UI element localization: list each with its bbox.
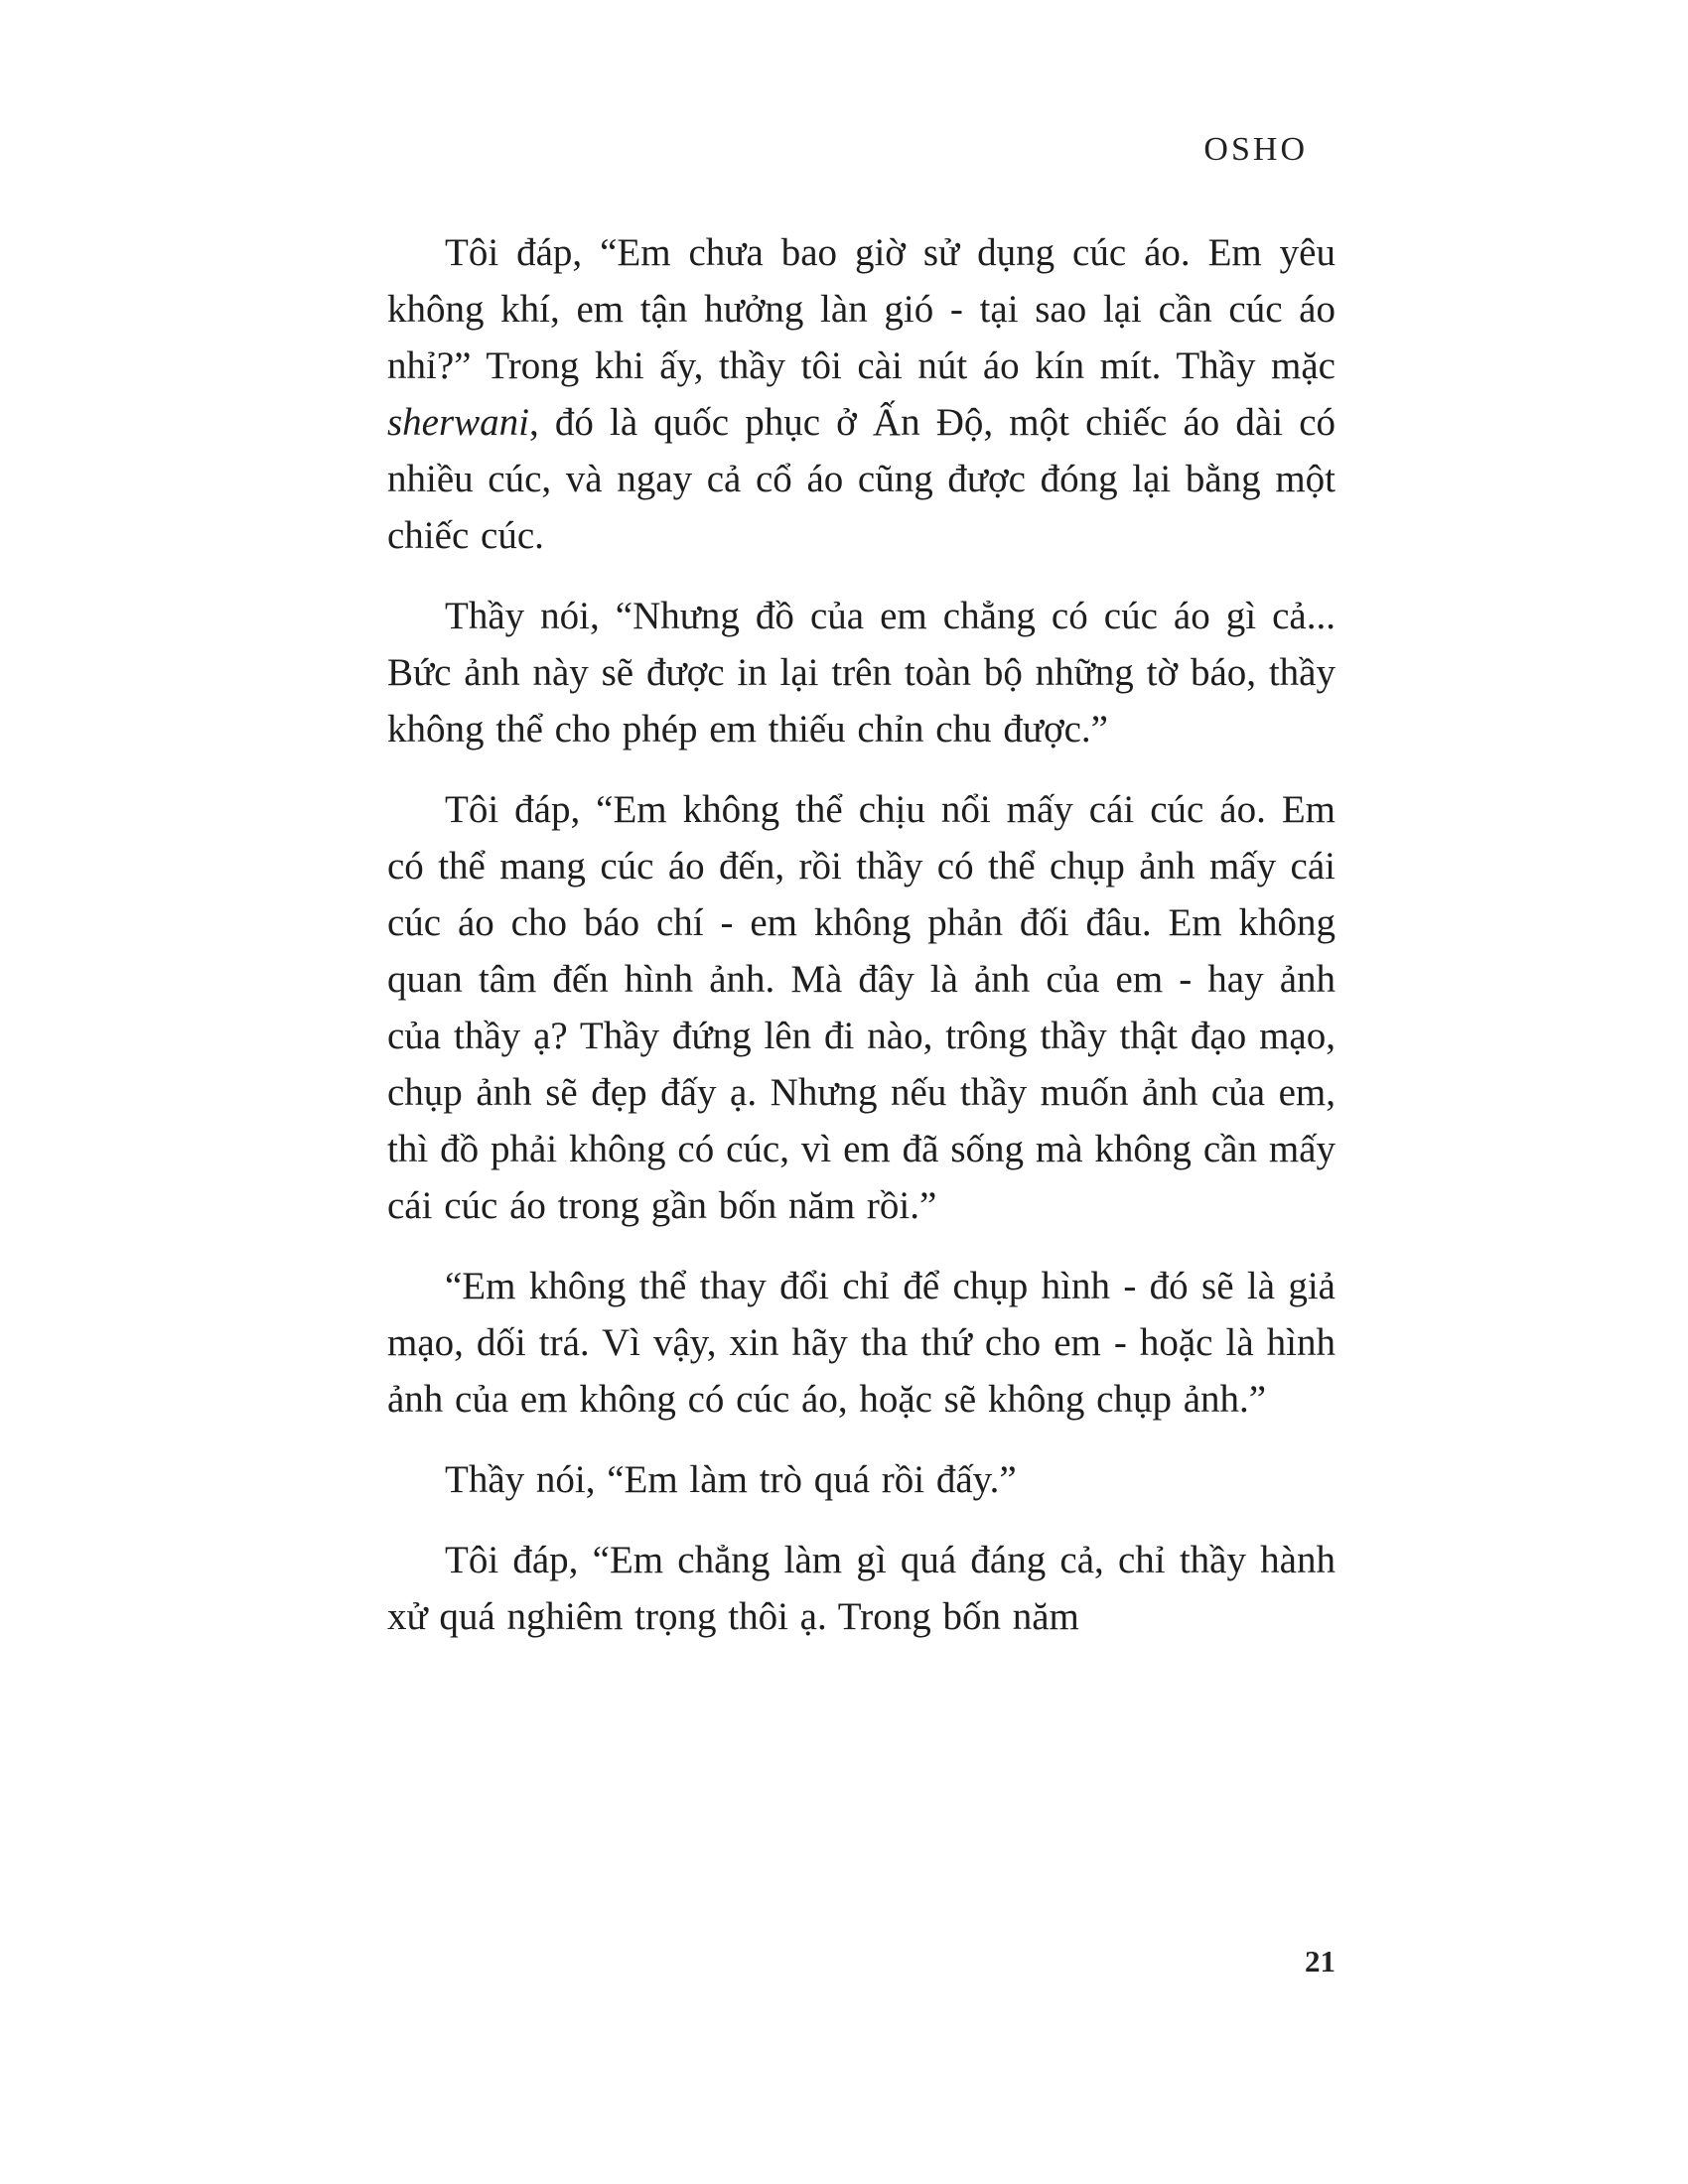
paragraph	[387, 781, 1336, 1234]
paragraph	[387, 1258, 1336, 1428]
paragraph	[387, 1532, 1336, 1645]
paragraph	[387, 224, 1336, 564]
paragraph	[387, 588, 1336, 757]
text-run: , đó là quốc phục ở Ấn Độ, một chiếc áo dài có nhiều cúc, và ngay cả cổ áo cũng được đóng lại bằng một chiếc cúc.	[387, 401, 1336, 557]
text-run: Thầy nói, “Nhưng đồ của em chẳng có cúc áo gì cả... Bức ảnh này sẽ được in lại trên toàn bộ những tờ báo, thầy không thể cho phép em thiếu chỉn chu được.”	[387, 595, 1336, 751]
italic-text-run: sherwani	[387, 401, 530, 444]
running-head: OSHO	[1203, 131, 1308, 168]
page-number: 21	[1305, 1944, 1336, 1979]
text-run: Tôi đáp, “Em chưa bao giờ sử dụng cúc áo. Em yêu không khí, em tận hưởng làn gió - tại sao lại cần cúc áo nhỉ?” Trong khi ấy, thầy tôi cài nút áo kín mít. Thầy mặc	[387, 231, 1336, 387]
text-run: “Em không thể thay đổi chỉ để chụp hình - đó sẽ là giả mạo, dối trá. Vì vậy, xin hãy tha thứ cho em - hoặc là hình ảnh của em không có cúc áo, hoặc sẽ không chụp ảnh.”	[387, 1265, 1336, 1421]
paragraph	[387, 1451, 1336, 1508]
text-run: Tôi đáp, “Em không thể chịu nổi mấy cái cúc áo. Em có thể mang cúc áo đến, rồi thầy có thể chụp ảnh mấy cái cúc áo cho báo chí - em không phản đối đâu. Em không quan tâm đến hình ảnh. Mà đây là ảnh của em - hay ảnh của thầy ạ? Thầy đứng lên đi nào, trông thầy thật đạo mạo, chụp ảnh sẽ đẹp đấy ạ. Nhưng nếu thầy muốn ảnh của em, thì đồ phải không có cúc, vì em đã sống mà không cần mấy cái cúc áo trong gần bốn năm rồi.”	[387, 788, 1336, 1227]
body-text	[387, 224, 1336, 1645]
text-run: Thầy nói, “Em làm trò quá rồi đấy.”	[445, 1458, 1017, 1501]
text-run: Tôi đáp, “Em chẳng làm gì quá đáng cả, chỉ thầy hành xử quá nghiêm trọng thôi ạ. Trong bốn năm	[387, 1539, 1336, 1638]
